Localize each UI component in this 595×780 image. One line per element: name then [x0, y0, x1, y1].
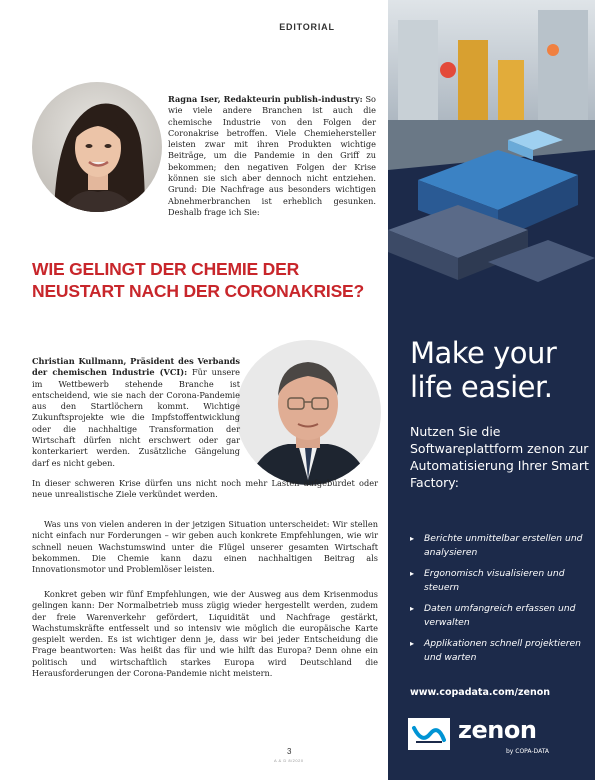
- ad-feature-item: [410, 532, 592, 559]
- ad-logo-wordmark: zenon: [458, 716, 537, 744]
- body-paragraph: Konkret geben wir fünf Empfehlungen, wie der Ausweg aus dem Krisenmodus gelingen kann: Der Normalbetrieb muss zügig wieder hergestellt werden, zudem der freie Warenverkehr gefördert, Liquidität und Nachfrage gestärkt, Wachstumskräfte entfesselt und so intensiv wie möglich die europäische Karte gespielt werden. Es ist wichtiger denn je, dass wir bei jeder Entscheidung die Frage beantworten: Was heißt das für und wie hilft das Europa? Denn ohne ein politisch und wirtschaftlich starkes Europa wird Deutschland die Herausforderungen der Corona-Pandemie nicht meistern.: [32, 589, 378, 679]
- ad-logo-byline: by COPA-DATA: [506, 748, 550, 755]
- triangle-bullet-icon: ▸: [410, 534, 415, 543]
- answer-paragraph-continued: In dieser schweren Krise dürfen uns nicht noch mehr Lasten aufgebürdet oder neue unrealistische Ziele verkündet werden.: [32, 478, 378, 500]
- ad-feature-text: Daten umfangreich erfassen und verwalten: [424, 603, 576, 628]
- answer-text: Für unsere im Wettbewerb stehende Branche ist entscheidend, wie sie nach der Corona-Pandemie aus den Startlöchern kommt. Wichtige Zukunftsprojekte wie die Impfstoffentwicklung oder die nachhaltige Transformation der Wirtschaft dürfen nicht erschwert oder gar konterkariert werden. Zusätzliche Gängelung darf es nicht geben.: [32, 367, 240, 468]
- answer-paragraph: [32, 356, 240, 469]
- ad-feature-text: Berichte unmittelbar erstellen und analysieren: [424, 533, 583, 558]
- page-number: 3: [287, 747, 292, 756]
- article-headline: WIE GELINGT DER CHEMIE DER NEUSTART NACH DER CORONAKRISE?: [32, 259, 365, 301]
- interviewee-portrait: [236, 340, 381, 485]
- intro-paragraph: [168, 94, 376, 218]
- ad-feature-item: [410, 602, 592, 629]
- ad-url-link[interactable]: www.copadata.com/zenon: [410, 687, 551, 698]
- ad-feature-text: Ergonomisch visualisieren und steuern: [424, 568, 565, 593]
- advertisement[interactable]: [388, 0, 595, 780]
- page-footer-text: A & D 8/2020: [274, 758, 304, 763]
- answer-author: Christian Kullmann, Präsident des Verbands der chemischen Industrie (VCI):: [32, 356, 240, 378]
- ad-factory-image: [388, 0, 595, 330]
- triangle-bullet-icon: ▸: [410, 569, 415, 578]
- intro-author: Ragna Iser, Redakteurin publish-industry:: [168, 94, 363, 104]
- ad-feature-list: [410, 532, 592, 672]
- ad-feature-item: [410, 637, 592, 664]
- ad-feature-text: Applikationen schnell projektieren und warten: [424, 638, 581, 663]
- editor-portrait: [32, 82, 162, 212]
- ad-subheadline: Nutzen Sie die Softwareplattform zenon zur Automatisierung Ihrer Smart Factory:: [410, 424, 589, 490]
- triangle-bullet-icon: ▸: [410, 604, 415, 613]
- triangle-bullet-icon: ▸: [410, 639, 415, 648]
- section-label: EDITORIAL: [279, 22, 335, 32]
- ad-headline: Make your life easier.: [410, 336, 557, 404]
- zenon-logo-icon: [408, 718, 450, 750]
- body-paragraph: Was uns von vielen anderen in der jetzigen Situation unterscheidet: Wir stellen nicht einfach nur Forderungen – wir geben auch konkrete Empfehlungen, wie wir schnell neuen Wachstumswind unter die Flügel unserer gesamten Wirtschaft bekommen. Die Chemie kann dazu einen nachhaltigen Beitrag als Innovationsmotor und Problemlöser leisten.: [32, 519, 378, 575]
- intro-text: So wie viele andere Branchen ist auch die chemische Industrie von den Folgen der Coronakrise betroffen. Viele Chemiehersteller leisten zwar mit ihren Produkten wichtige Beiträge, um die Pandemie in den Griff zu bekommen; den negativen Folgen der Krise können sie sich aber dennoch nicht entziehen. Grund: Die Nachfrage aus besonders wichtigen Abnehmerbranchen ist erheblich gesunken. Deshalb frage ich Sie:: [168, 94, 376, 217]
- ad-feature-item: [410, 567, 592, 594]
